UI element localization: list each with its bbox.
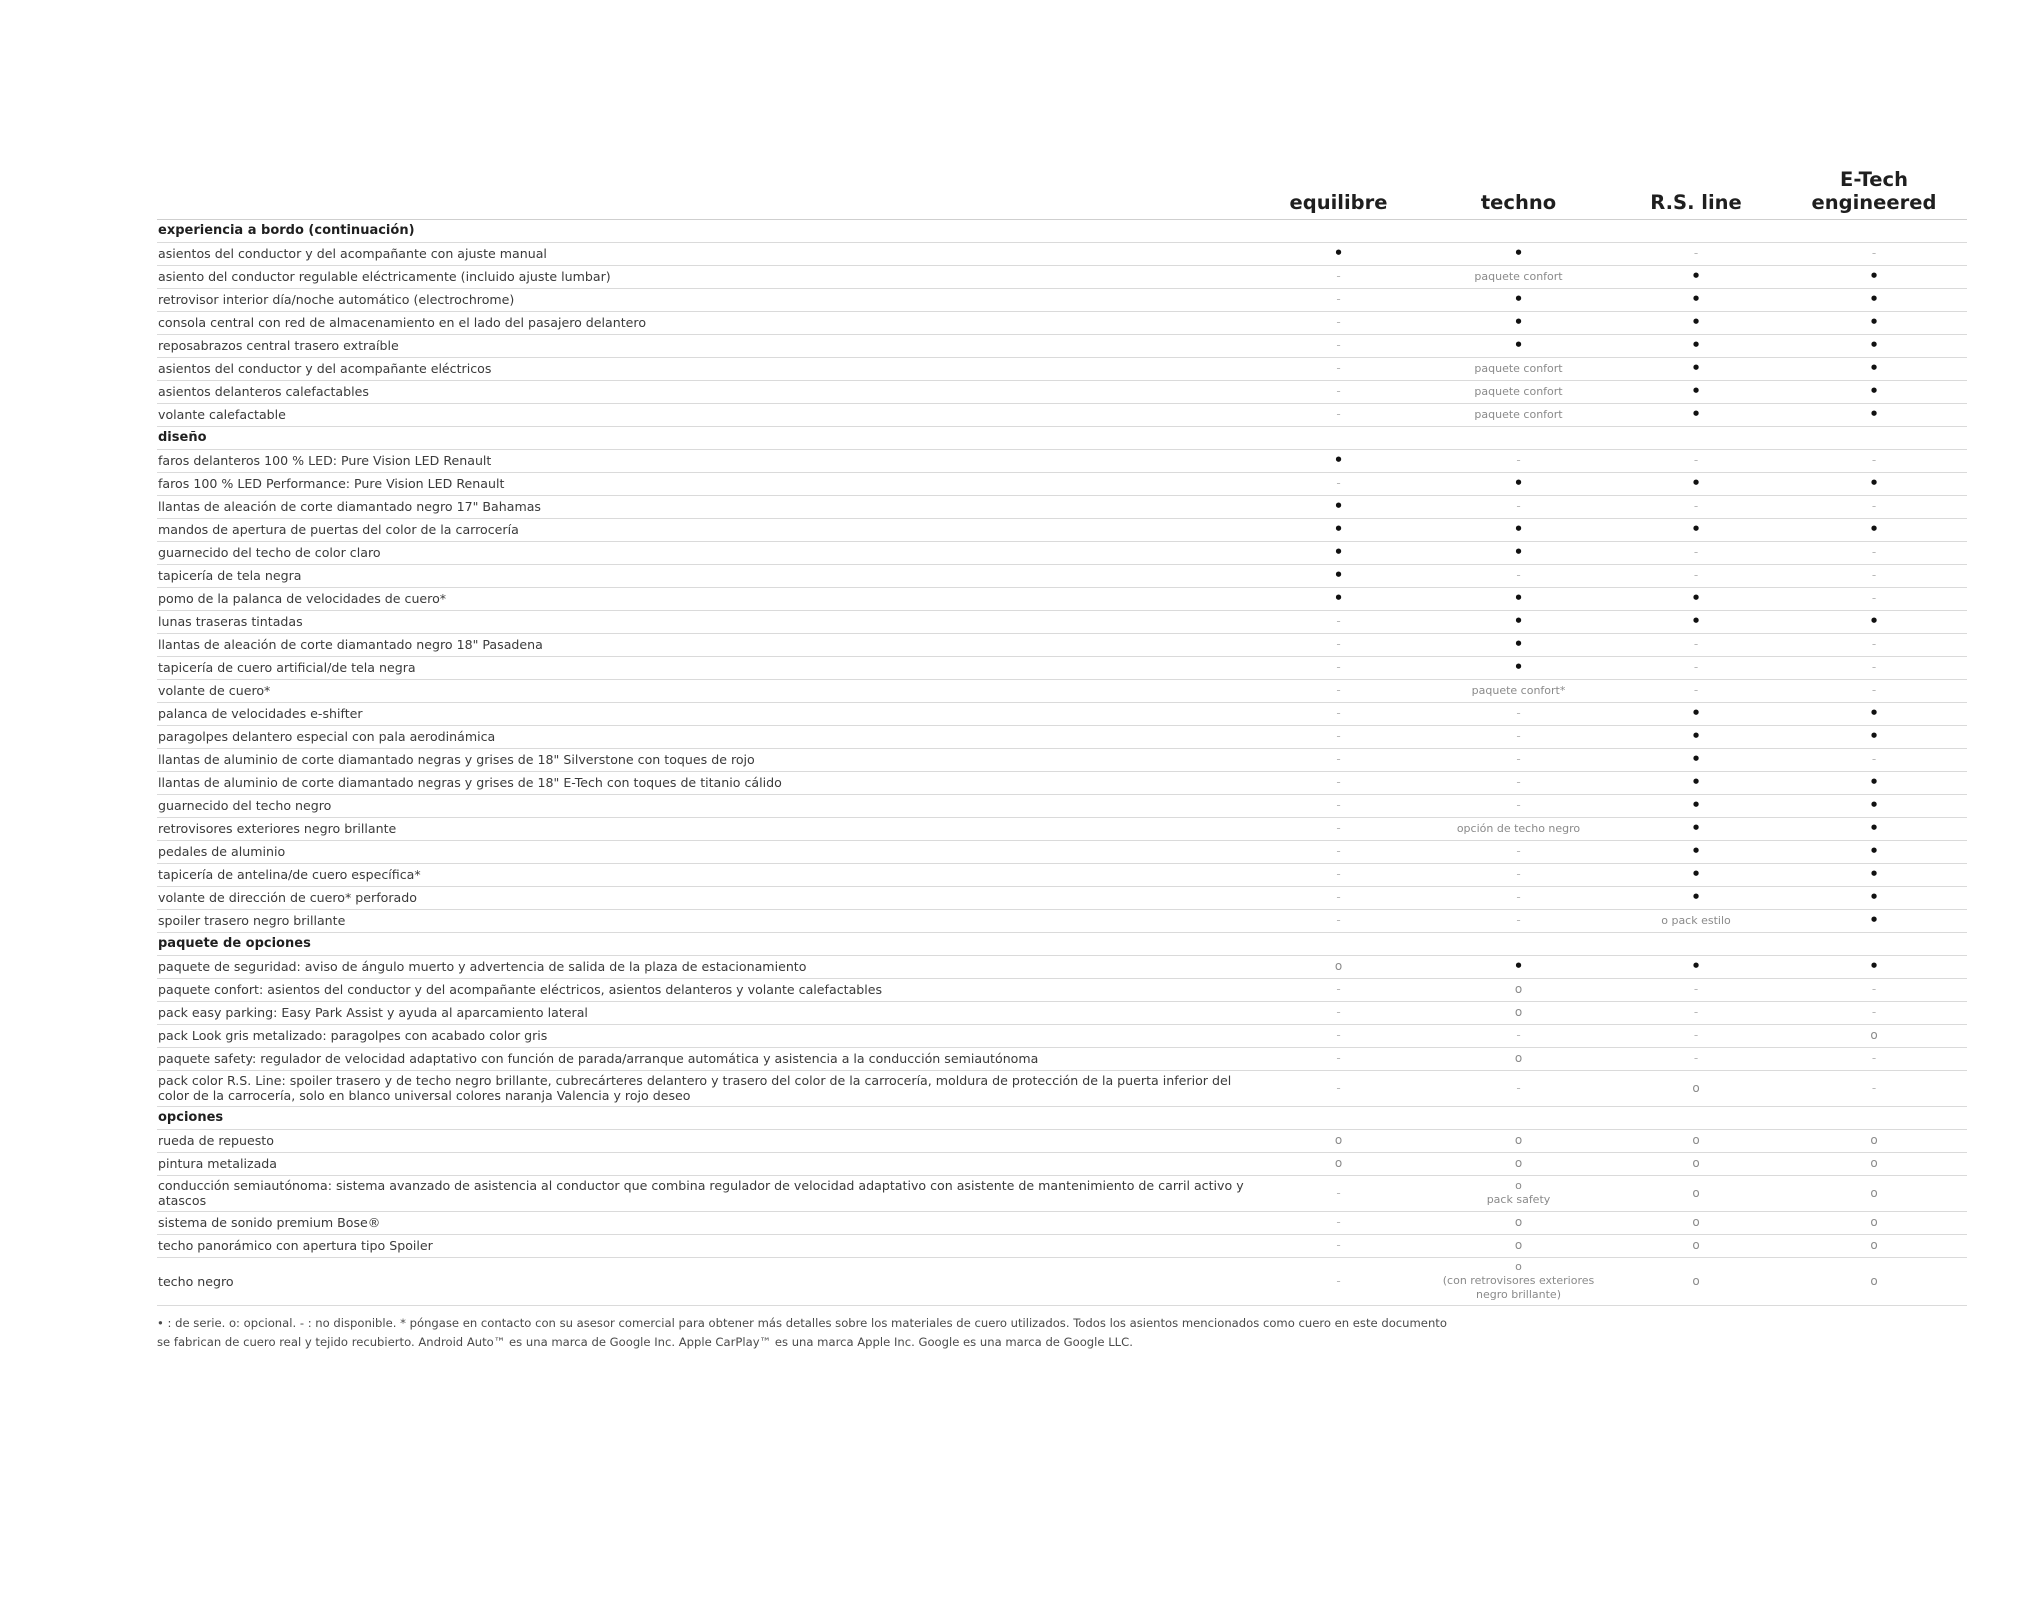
cell-equilibre: - <box>1251 289 1426 312</box>
cell-equilibre: - <box>1251 1235 1426 1258</box>
section-title: opciones <box>157 1107 1967 1130</box>
table-row <box>157 749 1967 772</box>
table-row <box>157 473 1967 496</box>
cell-etech: • <box>1781 703 1967 726</box>
cell-rsline: - <box>1611 496 1781 519</box>
feature-label: retrovisor interior día/noche automático (electrochrome) <box>157 289 1251 312</box>
cell-rsline: • <box>1611 381 1781 404</box>
cell-rsline: - <box>1611 634 1781 657</box>
equipment-table <box>157 168 1967 1306</box>
feature-label: reposabrazos central trasero extraíble <box>157 335 1251 358</box>
cell-rsline: • <box>1611 956 1781 979</box>
cell-etech: • <box>1781 266 1967 289</box>
cell-etech: • <box>1781 726 1967 749</box>
cell-equilibre: • <box>1251 565 1426 588</box>
cell-etech: - <box>1781 657 1967 680</box>
cell-techno: • <box>1426 588 1611 611</box>
cell-equilibre: - <box>1251 864 1426 887</box>
cell-rsline: - <box>1611 542 1781 565</box>
feature-label: asiento del conductor regulable eléctricamente (incluido ajuste lumbar) <box>157 266 1251 289</box>
cell-etech: - <box>1781 680 1967 703</box>
cell-techno: - <box>1426 910 1611 933</box>
cell-etech: • <box>1781 910 1967 933</box>
cell-rsline: • <box>1611 864 1781 887</box>
table-row <box>157 312 1967 335</box>
feature-label: spoiler trasero negro brillante <box>157 910 1251 933</box>
cell-techno: o <box>1426 1153 1611 1176</box>
section-header-row <box>157 1107 1967 1130</box>
cell-equilibre: - <box>1251 795 1426 818</box>
cell-equilibre: - <box>1251 358 1426 381</box>
cell-rsline: - <box>1611 680 1781 703</box>
feature-label: asientos del conductor y del acompañante eléctricos <box>157 358 1251 381</box>
table-row <box>157 1130 1967 1153</box>
cell-rsline: - <box>1611 657 1781 680</box>
cell-etech: • <box>1781 611 1967 634</box>
cell-equilibre: - <box>1251 887 1426 910</box>
table-row <box>157 1176 1967 1212</box>
cell-techno: paquete confort* <box>1426 680 1611 703</box>
cell-equilibre: - <box>1251 634 1426 657</box>
feature-label: guarnecido del techo de color claro <box>157 542 1251 565</box>
column-header-etech <box>1781 168 1967 220</box>
table-row <box>157 1025 1967 1048</box>
cell-etech: - <box>1781 1071 1967 1107</box>
cell-rsline: • <box>1611 312 1781 335</box>
cell-equilibre: - <box>1251 404 1426 427</box>
feature-label: asientos del conductor y del acompañante con ajuste manual <box>157 243 1251 266</box>
cell-etech: • <box>1781 404 1967 427</box>
cell-equilibre: - <box>1251 611 1426 634</box>
table-row <box>157 381 1967 404</box>
feature-label: consola central con red de almacenamiento en el lado del pasajero delantero <box>157 312 1251 335</box>
cell-etech: - <box>1781 496 1967 519</box>
cell-etech: o <box>1781 1212 1967 1235</box>
table-row <box>157 588 1967 611</box>
cell-techno: • <box>1426 657 1611 680</box>
cell-etech: - <box>1781 634 1967 657</box>
column-header-rsline: R.S. line <box>1611 168 1781 220</box>
cell-techno: • <box>1426 634 1611 657</box>
cell-techno: o <box>1426 979 1611 1002</box>
feature-label: tapicería de cuero artificial/de tela negra <box>157 657 1251 680</box>
cell-equilibre: • <box>1251 542 1426 565</box>
cell-techno: - <box>1426 864 1611 887</box>
cell-equilibre: - <box>1251 749 1426 772</box>
cell-equilibre: o <box>1251 1153 1426 1176</box>
cell-equilibre: • <box>1251 588 1426 611</box>
cell-rsline: o <box>1611 1235 1781 1258</box>
feature-label: guarnecido del techo negro <box>157 795 1251 818</box>
cell-rsline: • <box>1611 726 1781 749</box>
feature-label: conducción semiautónoma: sistema avanzado de asistencia al conductor que combina regulador de velocidad adaptativo con asistente de mantenimiento de carril activo y atascos <box>157 1176 1251 1212</box>
table-row <box>157 243 1967 266</box>
cell-rsline: o <box>1611 1130 1781 1153</box>
cell-etech: - <box>1781 542 1967 565</box>
feature-label: retrovisores exteriores negro brillante <box>157 818 1251 841</box>
cell-etech: o <box>1781 1153 1967 1176</box>
cell-rsline: • <box>1611 703 1781 726</box>
header-row <box>157 168 1967 220</box>
cell-equilibre: - <box>1251 910 1426 933</box>
cell-rsline: • <box>1611 266 1781 289</box>
cell-etech: • <box>1781 864 1967 887</box>
cell-techno: • <box>1426 312 1611 335</box>
table-row <box>157 887 1967 910</box>
feature-label: volante de dirección de cuero* perforado <box>157 887 1251 910</box>
feature-label: asientos delanteros calefactables <box>157 381 1251 404</box>
cell-equilibre: - <box>1251 1025 1426 1048</box>
column-header-etech-line1: E-Tech <box>1840 168 1908 191</box>
cell-techno: • <box>1426 542 1611 565</box>
table-row <box>157 1258 1967 1306</box>
table-row <box>157 289 1967 312</box>
feature-label: sistema de sonido premium Bose® <box>157 1212 1251 1235</box>
cell-etech: - <box>1781 588 1967 611</box>
cell-etech: • <box>1781 772 1967 795</box>
feature-label: tapicería de antelina/de cuero específica* <box>157 864 1251 887</box>
section-header-row <box>157 933 1967 956</box>
feature-label: rueda de repuesto <box>157 1130 1251 1153</box>
cell-etech: • <box>1781 956 1967 979</box>
cell-rsline: • <box>1611 795 1781 818</box>
footnotes <box>157 1314 1967 1352</box>
cell-rsline: • <box>1611 588 1781 611</box>
table-row <box>157 335 1967 358</box>
feature-label: techo negro <box>157 1258 1251 1306</box>
cell-techno: opción de techo negro <box>1426 818 1611 841</box>
cell-etech: • <box>1781 841 1967 864</box>
cell-techno: - <box>1426 703 1611 726</box>
column-header-equilibre: equilibre <box>1251 168 1426 220</box>
cell-equilibre: - <box>1251 680 1426 703</box>
feature-label: pack Look gris metalizado: paragolpes con acabado color gris <box>157 1025 1251 1048</box>
cell-rsline: o <box>1611 1153 1781 1176</box>
cell-rsline: • <box>1611 749 1781 772</box>
cell-techno: o <box>1426 1130 1611 1153</box>
cell-equilibre: - <box>1251 1258 1426 1306</box>
section-title: paquete de opciones <box>157 933 1967 956</box>
cell-etech: • <box>1781 795 1967 818</box>
cell-equilibre: - <box>1251 312 1426 335</box>
cell-rsline: • <box>1611 473 1781 496</box>
cell-techno: o <box>1426 1235 1611 1258</box>
table-row <box>157 841 1967 864</box>
cell-etech: • <box>1781 381 1967 404</box>
cell-etech: • <box>1781 358 1967 381</box>
section-header-row <box>157 427 1967 450</box>
cell-techno: • <box>1426 519 1611 542</box>
cell-equilibre: • <box>1251 450 1426 473</box>
table-row <box>157 266 1967 289</box>
cell-equilibre: - <box>1251 381 1426 404</box>
cell-techno: • <box>1426 243 1611 266</box>
table-row <box>157 772 1967 795</box>
cell-techno: - <box>1426 726 1611 749</box>
table-row <box>157 404 1967 427</box>
cell-rsline: • <box>1611 841 1781 864</box>
spec-sheet <box>157 168 1967 1352</box>
cell-techno: o pack safety <box>1426 1176 1611 1212</box>
cell-rsline: - <box>1611 1002 1781 1025</box>
feature-column-header <box>157 168 1251 220</box>
cell-rsline: - <box>1611 450 1781 473</box>
section-title: experiencia a bordo (continuación) <box>157 220 1967 243</box>
cell-rsline: o <box>1611 1212 1781 1235</box>
cell-equilibre: - <box>1251 1176 1426 1212</box>
cell-etech: • <box>1781 335 1967 358</box>
cell-equilibre: - <box>1251 266 1426 289</box>
table-body <box>157 220 1967 1306</box>
cell-rsline: • <box>1611 887 1781 910</box>
cell-etech: - <box>1781 979 1967 1002</box>
cell-equilibre: - <box>1251 473 1426 496</box>
table-row <box>157 634 1967 657</box>
cell-etech: • <box>1781 289 1967 312</box>
cell-techno: - <box>1426 496 1611 519</box>
cell-equilibre: - <box>1251 1212 1426 1235</box>
feature-label: paquete de seguridad: aviso de ángulo muerto y advertencia de salida de la plaza de estacionamiento <box>157 956 1251 979</box>
cell-techno: paquete confort <box>1426 404 1611 427</box>
cell-techno: - <box>1426 565 1611 588</box>
feature-label: llantas de aleación de corte diamantado negro 17" Bahamas <box>157 496 1251 519</box>
feature-label: tapicería de tela negra <box>157 565 1251 588</box>
cell-equilibre: - <box>1251 657 1426 680</box>
cell-techno: • <box>1426 611 1611 634</box>
cell-techno: - <box>1426 772 1611 795</box>
cell-rsline: • <box>1611 358 1781 381</box>
table-row <box>157 1048 1967 1071</box>
feature-label: pomo de la palanca de velocidades de cuero* <box>157 588 1251 611</box>
section-header-row <box>157 220 1967 243</box>
table-row <box>157 1235 1967 1258</box>
cell-techno: o <box>1426 1002 1611 1025</box>
cell-techno: - <box>1426 749 1611 772</box>
cell-equilibre: - <box>1251 841 1426 864</box>
cell-techno: • <box>1426 956 1611 979</box>
cell-equilibre: - <box>1251 1002 1426 1025</box>
table-row <box>157 565 1967 588</box>
feature-label: paquete confort: asientos del conductor y del acompañante eléctricos, asientos delanteros y volante calefactables <box>157 979 1251 1002</box>
feature-label: lunas traseras tintadas <box>157 611 1251 634</box>
cell-etech: - <box>1781 749 1967 772</box>
cell-techno: paquete confort <box>1426 381 1611 404</box>
table-row <box>157 979 1967 1002</box>
cell-rsline: • <box>1611 404 1781 427</box>
cell-equilibre: o <box>1251 1130 1426 1153</box>
feature-label: pedales de aluminio <box>157 841 1251 864</box>
cell-techno: • <box>1426 289 1611 312</box>
cell-techno: - <box>1426 1071 1611 1107</box>
feature-label: volante de cuero* <box>157 680 1251 703</box>
feature-label: pack color R.S. Line: spoiler trasero y de techo negro brillante, cubrecárteres delantero y trasero del color de la carrocería, moldura de protección de la puerta inferior del color de la carrocería, solo en blanco universal colores naranja Valencia y rojo deseo <box>157 1071 1251 1107</box>
feature-label: faros delanteros 100 % LED: Pure Vision LED Renault <box>157 450 1251 473</box>
cell-etech: - <box>1781 243 1967 266</box>
table-row <box>157 1071 1967 1107</box>
cell-techno: o <box>1426 1048 1611 1071</box>
table-row <box>157 864 1967 887</box>
feature-label: paquete safety: regulador de velocidad adaptativo con función de parada/arranque automática y asistencia a la conducción semiautónoma <box>157 1048 1251 1071</box>
cell-etech: • <box>1781 473 1967 496</box>
cell-equilibre: - <box>1251 1071 1426 1107</box>
cell-equilibre: • <box>1251 496 1426 519</box>
table-row <box>157 358 1967 381</box>
cell-equilibre: o <box>1251 956 1426 979</box>
cell-techno: - <box>1426 1025 1611 1048</box>
cell-etech: • <box>1781 519 1967 542</box>
feature-label: llantas de aleación de corte diamantado negro 18" Pasadena <box>157 634 1251 657</box>
table-row <box>157 1212 1967 1235</box>
feature-label: techo panorámico con apertura tipo Spoiler <box>157 1235 1251 1258</box>
cell-equilibre: - <box>1251 703 1426 726</box>
section-title: diseño <box>157 427 1967 450</box>
cell-etech: o <box>1781 1258 1967 1306</box>
cell-rsline: - <box>1611 1025 1781 1048</box>
cell-etech: o <box>1781 1235 1967 1258</box>
cell-techno: • <box>1426 473 1611 496</box>
table-row <box>157 657 1967 680</box>
cell-techno: o (con retrovisores exteriores negro brillante) <box>1426 1258 1611 1306</box>
table-row <box>157 726 1967 749</box>
cell-rsline: - <box>1611 243 1781 266</box>
cell-etech: • <box>1781 312 1967 335</box>
cell-techno: o <box>1426 1212 1611 1235</box>
feature-label: llantas de aluminio de corte diamantado negras y grises de 18" E-Tech con toques de titanio cálido <box>157 772 1251 795</box>
table-row <box>157 519 1967 542</box>
feature-label: faros 100 % LED Performance: Pure Vision LED Renault <box>157 473 1251 496</box>
cell-rsline: o <box>1611 1258 1781 1306</box>
cell-techno: - <box>1426 887 1611 910</box>
cell-rsline: o <box>1611 1071 1781 1107</box>
cell-techno: paquete confort <box>1426 358 1611 381</box>
table-row <box>157 496 1967 519</box>
cell-rsline: • <box>1611 818 1781 841</box>
cell-equilibre: - <box>1251 1048 1426 1071</box>
cell-equilibre: - <box>1251 979 1426 1002</box>
table-row <box>157 1002 1967 1025</box>
feature-label: pack easy parking: Easy Park Assist y ayuda al aparcamiento lateral <box>157 1002 1251 1025</box>
cell-etech: • <box>1781 887 1967 910</box>
table-row <box>157 1153 1967 1176</box>
cell-equilibre: - <box>1251 818 1426 841</box>
cell-techno: - <box>1426 450 1611 473</box>
cell-rsline: • <box>1611 289 1781 312</box>
cell-techno: - <box>1426 841 1611 864</box>
cell-rsline: • <box>1611 519 1781 542</box>
cell-etech: - <box>1781 1048 1967 1071</box>
cell-rsline: - <box>1611 979 1781 1002</box>
cell-etech: o <box>1781 1176 1967 1212</box>
feature-label: volante calefactable <box>157 404 1251 427</box>
feature-label: pintura metalizada <box>157 1153 1251 1176</box>
table-row <box>157 956 1967 979</box>
table-row <box>157 450 1967 473</box>
feature-label: llantas de aluminio de corte diamantado negras y grises de 18" Silverstone con toques de rojo <box>157 749 1251 772</box>
cell-etech: o <box>1781 1130 1967 1153</box>
cell-equilibre: - <box>1251 772 1426 795</box>
cell-rsline: • <box>1611 335 1781 358</box>
table-row <box>157 818 1967 841</box>
feature-label: mandos de apertura de puertas del color de la carrocería <box>157 519 1251 542</box>
cell-equilibre: - <box>1251 335 1426 358</box>
cell-equilibre: - <box>1251 726 1426 749</box>
footnote-line-2: se fabrican de cuero real y tejido recubierto. Android Auto™ es una marca de Google Inc. Apple CarPlay™ es una marca Apple Inc. Google es una marca de Google LLC. <box>157 1335 1133 1349</box>
feature-label: paragolpes delantero especial con pala aerodinámica <box>157 726 1251 749</box>
cell-techno: • <box>1426 335 1611 358</box>
cell-equilibre: • <box>1251 243 1426 266</box>
table-row <box>157 680 1967 703</box>
cell-etech: - <box>1781 450 1967 473</box>
cell-etech: • <box>1781 818 1967 841</box>
cell-techno: paquete confort <box>1426 266 1611 289</box>
cell-rsline: - <box>1611 1048 1781 1071</box>
table-row <box>157 795 1967 818</box>
column-header-etech-line2: engineered <box>1811 191 1937 214</box>
table-row <box>157 703 1967 726</box>
table-row <box>157 611 1967 634</box>
cell-rsline: o pack estilo <box>1611 910 1781 933</box>
cell-rsline: o <box>1611 1176 1781 1212</box>
cell-etech: o <box>1781 1025 1967 1048</box>
footnote-line-1: • : de serie. o: opcional. - : no disponible. * póngase en contacto con su asesor comercial para obtener más detalles sobre los materiales de cuero utilizados. Todos los asientos mencionados como cuero en este documento <box>157 1316 1447 1330</box>
table-row <box>157 910 1967 933</box>
cell-techno: - <box>1426 795 1611 818</box>
column-header-techno: techno <box>1426 168 1611 220</box>
cell-rsline: - <box>1611 565 1781 588</box>
feature-label: palanca de velocidades e-shifter <box>157 703 1251 726</box>
cell-etech: - <box>1781 1002 1967 1025</box>
cell-rsline: • <box>1611 772 1781 795</box>
cell-etech: - <box>1781 565 1967 588</box>
cell-equilibre: • <box>1251 519 1426 542</box>
table-row <box>157 542 1967 565</box>
cell-rsline: • <box>1611 611 1781 634</box>
